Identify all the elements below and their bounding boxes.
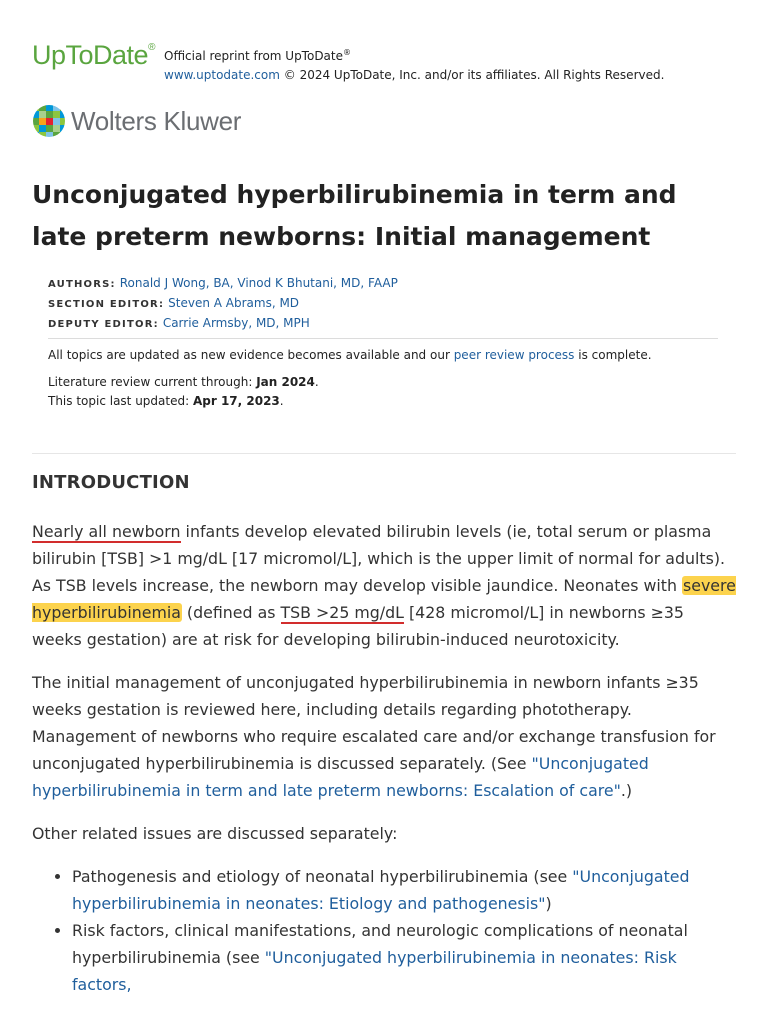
paragraph-3: Other related issues are discussed separately: xyxy=(32,824,398,843)
update-note-text: All topics are updated as new evidence becomes available and our xyxy=(48,348,454,362)
paragraph-text: infants develop elevated bilirubin levels (ie, total serum or plasma bilirubin [TSB] >1 mg/dL [17 micromol/L], which is the upper limit of normal for adults). As TSB levels increase, the newborn may develop visible jaundice. Neonates with xyxy=(32,522,726,595)
paragraph-1 xyxy=(32,518,736,653)
list-item xyxy=(72,863,736,917)
lit-review-line xyxy=(48,373,652,392)
update-note xyxy=(48,346,652,365)
paragraph-text: [428 micromol/L] in newborns ≥35 weeks gestation) are at risk for developing bilirubin-induced neurotoxicity. xyxy=(32,603,684,649)
section-editor-link[interactable]: Steven A Abrams, MD xyxy=(168,296,300,310)
uptodate-logo-text: UpToDate xyxy=(32,40,149,70)
related-issues-list xyxy=(32,863,736,998)
uptodate-logo xyxy=(32,40,155,71)
underlined-text: TSB >25 mg/dL xyxy=(280,603,404,622)
authors-link[interactable]: Ronald J Wong, BA, Vinod K Bhutani, MD, FAAP xyxy=(119,276,398,290)
divider xyxy=(48,338,718,339)
article-body xyxy=(32,518,736,998)
registered-mark: ® xyxy=(148,42,155,53)
last-updated-label: This topic last updated: xyxy=(48,394,193,408)
registered-mark: ® xyxy=(343,48,351,57)
article-title: Unconjugated hyperbilirubinemia in term and late preterm newborns: Initial management xyxy=(32,180,677,251)
list-item-text: Pathogenesis and etiology of neonatal hyperbilirubinemia (see xyxy=(72,867,573,886)
copyright-text: © 2024 UpToDate, Inc. and/or its affiliates. All Rights Reserved. xyxy=(279,68,665,82)
uptodate-site-link[interactable]: www.uptodate.com xyxy=(164,68,280,82)
publisher-name: Wolters Kluwer xyxy=(71,105,242,136)
paragraph-text: (defined as xyxy=(181,603,281,622)
period: . xyxy=(279,394,284,408)
update-note-text-end: is complete. xyxy=(574,348,652,362)
etiology-pathogenesis-link[interactable]: "Unconjugated hyperbilirubinemia in neonates: Etiology and pathogenesis" xyxy=(72,867,690,913)
last-updated-line xyxy=(48,392,652,411)
deputy-editor-link[interactable]: Carrie Armsby, MD, MPH xyxy=(162,316,310,330)
list-item-text: Risk factors, clinical manifestations, and neurologic complications of neonatal hyperbilirubinemia (see xyxy=(72,921,688,967)
paragraph-2 xyxy=(32,669,736,804)
reprint-line: Official reprint from UpToDate xyxy=(164,49,343,63)
peer-review-link[interactable]: peer review process xyxy=(453,348,575,362)
paragraph-text: .) xyxy=(620,781,633,800)
highlighted-text: severe hyperbilirubinemia xyxy=(32,576,736,622)
lit-review-date: Jan 2024 xyxy=(256,375,315,389)
section-heading-introduction: INTRODUCTION xyxy=(32,472,190,493)
list-item xyxy=(72,917,736,998)
paragraph-text: The initial management of unconjugated hyperbilirubinemia in newborn infants ≥35 weeks gestation is reviewed here, including details regarding phototherapy. Management of newborns who require escalated care and/or exchange transfusion for unconjugated hyperbilirubinemia is discussed separately. (See xyxy=(32,673,716,773)
reprint-notice xyxy=(164,43,664,85)
last-updated-date: Apr 17, 2023 xyxy=(192,394,280,408)
underlined-text: Nearly all newborn xyxy=(32,522,181,541)
wolters-kluwer-globe-icon xyxy=(32,104,66,138)
update-notes xyxy=(48,346,652,411)
wolters-kluwer-logo xyxy=(32,104,241,138)
section-editor-label: SECTION EDITOR: xyxy=(48,299,165,310)
period: . xyxy=(314,375,319,389)
deputy-editor-label: DEPUTY EDITOR: xyxy=(48,319,159,330)
list-item-text-end: ) xyxy=(545,894,552,913)
escalation-of-care-link[interactable]: "Unconjugated hyperbilirubinemia in term and late preterm newborns: Escalation of care" xyxy=(32,754,649,800)
lit-review-label: Literature review current through: xyxy=(48,375,257,389)
risk-factors-link[interactable]: "Unconjugated hyperbilirubinemia in neonates: Risk factors, xyxy=(72,948,677,994)
divider xyxy=(32,453,736,454)
article-bylines xyxy=(48,274,398,334)
authors-label: AUTHORS: xyxy=(48,279,116,290)
